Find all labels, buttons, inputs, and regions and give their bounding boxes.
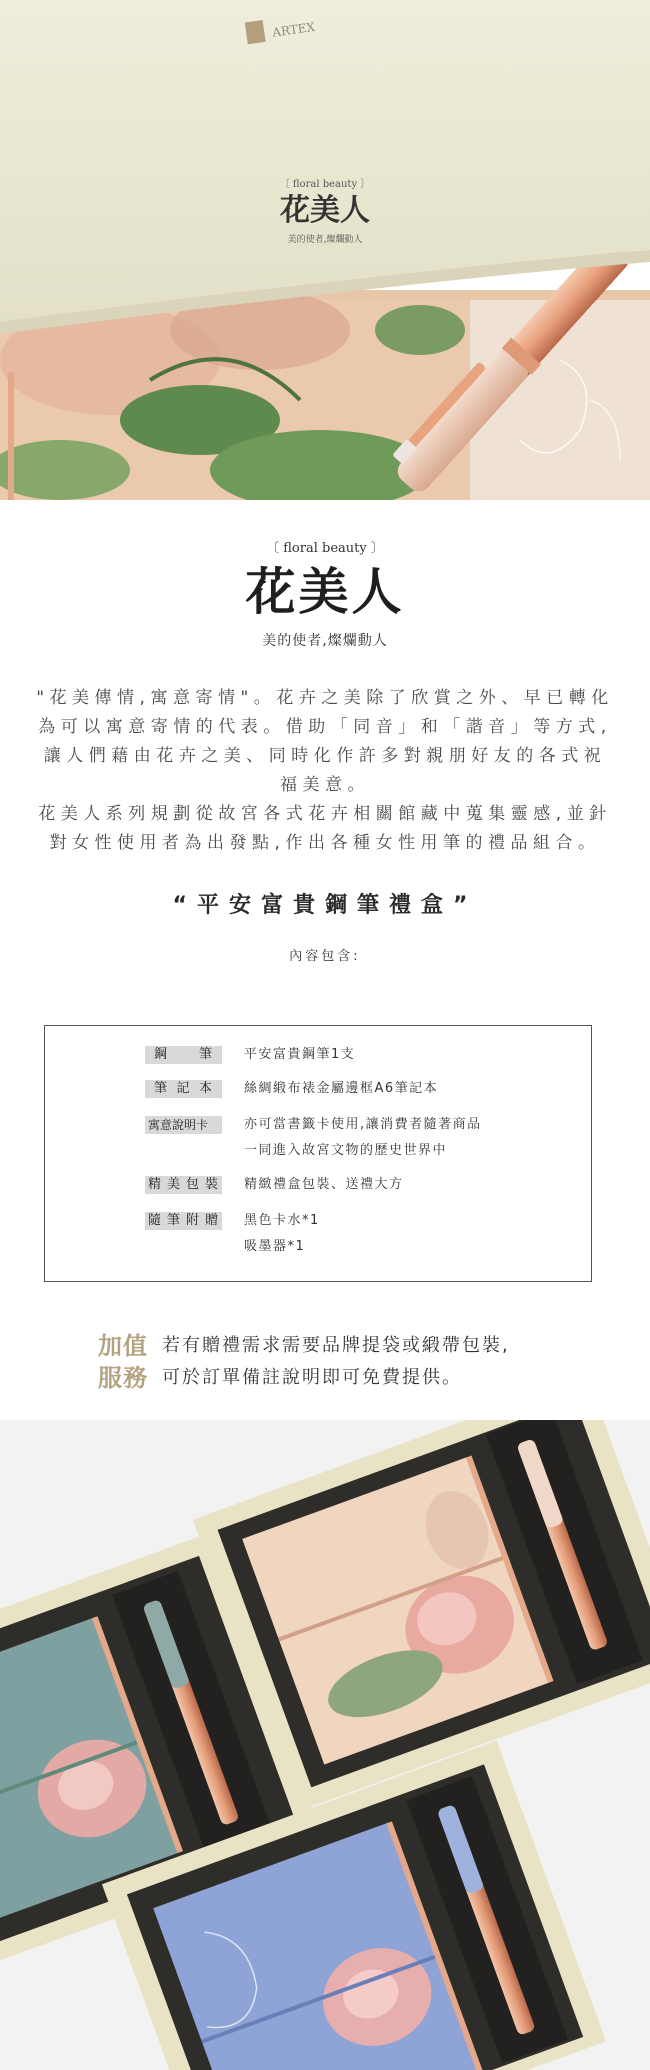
hero-product-photo	[0, 0, 650, 500]
spec-label: 筆記本	[145, 1080, 222, 1098]
service-text: 若有贈禮需求需要品牌提袋或緞帶包裝, 可於訂單備註說明即可免費提供。	[162, 1335, 510, 1388]
spec-row-card	[145, 1116, 482, 1173]
svg-text:ARTEX: ARTEX	[271, 19, 316, 40]
spec-label: 精美包裝	[145, 1176, 222, 1194]
spec-label: 隨筆附贈	[145, 1212, 222, 1230]
hero-box-title: 花美人	[280, 193, 370, 228]
intro-tagline: 美的使者,燦爛動人	[262, 633, 388, 649]
value-added-service	[98, 1330, 510, 1394]
intro-paragraph-2: 花美人系列規劃從故宮各式花卉相關館藏中蒐集靈感,並針對女性使用者為出發點,作出各種女性用筆的禮品組合。	[38, 804, 612, 853]
hero-box-tagline: 美的使者,燦爛動人	[287, 235, 363, 245]
intro-title: 花美人	[245, 562, 405, 621]
hero-box-subtitle: 〔 floral beauty 〕	[279, 179, 371, 190]
spec-row-packaging	[145, 1176, 404, 1207]
spec-value: 亦可當書籤卡使用,讓消費者隨著商品 一同進入故宮文物的歷史世界中	[244, 1117, 482, 1158]
intro-subtitle: 〔 floral beauty 〕	[266, 541, 384, 556]
spec-value: 精緻禮盒包裝、送禮大方	[244, 1177, 404, 1192]
intro-paragraph-1: "花美傳情,寓意寄情"。花卉之美除了欣賞之外、早已轉化為可以寓意寄情的代表。借助「同音」和「諧音」等方式,讓人們藉由花卉之美、同時化作許多對親朋好友的各式祝福美意。	[36, 688, 614, 795]
service-label: 加值 服務	[98, 1331, 148, 1392]
gift-set-title: “平安富貴鋼筆禮盒”	[172, 893, 478, 918]
spec-value: 平安富貴鋼筆1支	[244, 1047, 356, 1062]
contents-spec-box	[44, 1025, 592, 1282]
spec-value: 黑色卡水*1 吸墨器*1	[244, 1213, 320, 1254]
spec-label: 鋼筆	[145, 1046, 222, 1064]
intro-section	[0, 500, 650, 964]
spec-value: 絲綢緞布裱金屬邊框A6筆記本	[244, 1081, 439, 1096]
gift-boxes-photo	[0, 1420, 650, 2070]
spec-row-extras	[145, 1212, 320, 1269]
spec-row-pen	[145, 1046, 355, 1077]
spec-row-notebook	[145, 1080, 438, 1111]
contents-label: 內容包含:	[289, 949, 361, 964]
spec-label: 寓意說明卡	[145, 1116, 222, 1134]
